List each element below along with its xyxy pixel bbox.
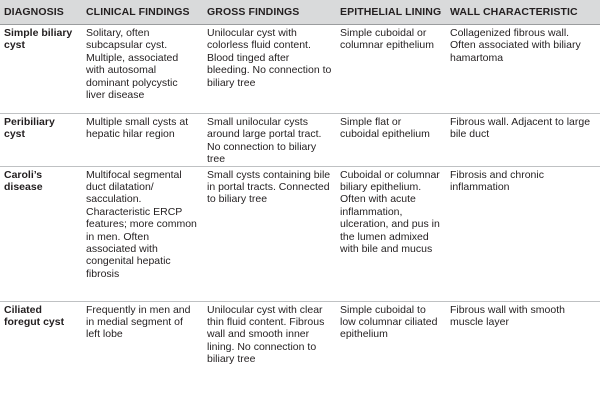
header-row <box>0 0 600 25</box>
table-row <box>0 166 600 301</box>
diagnosis-cell: Simple biliary cyst <box>0 25 82 114</box>
header-clinical-findings: CLINICAL FINDINGS <box>82 0 203 25</box>
header-gross-findings: GROSS FINDINGS <box>203 0 336 25</box>
diagnosis-cell: Peribiliary cyst <box>0 114 82 167</box>
epithelial-cell: Simple cuboidal or columnar epithelium <box>336 25 446 114</box>
diagnosis-cell: Ciliated foregut cyst <box>4 303 65 329</box>
epithelial-cell: Cuboidal or columnar biliary epithelium. Often with acute inflammation, ulceration, and pus in the lumen admixed with bile and mucus <box>336 166 446 301</box>
wall-cell: Collagenized fibrous wall. Often associated with biliary hamartoma <box>446 25 600 114</box>
table-row <box>0 25 600 114</box>
table-row <box>0 114 600 167</box>
clinical-cell: Multiple small cysts at hepatic hilar region <box>82 114 203 167</box>
gross-cell: Small cysts containing bile in portal tracts. Connected to biliary tree <box>203 166 336 301</box>
header-epithelial-lining: EPITHELIAL LINING <box>336 0 446 25</box>
clinical-cell: Frequently in men and in medial segment of left lobe <box>86 303 191 341</box>
header-wall-characteristic: WALL CHARACTERISTIC <box>446 0 600 25</box>
diagnosis-cell: Caroli’s disease <box>0 166 82 301</box>
header-diagnosis: DIAGNOSIS <box>0 0 82 25</box>
wall-cell: Fibrous wall. Adjacent to large bile duct <box>446 114 600 167</box>
epithelial-cell: Simple flat or cuboidal epithelium <box>336 114 446 167</box>
wall-cell: Fibrosis and chronic inflammation <box>446 166 600 301</box>
table-row <box>0 301 600 391</box>
gross-cell: Unilocular cyst with clear thin fluid content. Fibrous wall and smooth inner lining. No connection to biliary tree <box>207 303 325 366</box>
gross-cell: Unilocular cyst with colorless fluid content. Blood tinged after bleeding. No connection to biliary tree <box>203 25 336 114</box>
clinical-cell: Multifocal segmental duct dilatation/ sacculation. Characteristic ERCP features; more common in men. Often associated with congenital hepatic fibrosis <box>82 166 203 301</box>
wall-cell: Fibrous wall with smooth muscle layer <box>450 303 565 329</box>
clinical-cell: Solitary, often subcapsular cyst. Multiple, associated with autosomal dominant polycystic liver disease <box>82 25 203 114</box>
epithelial-cell: Simple cuboidal to low columnar ciliated epithelium <box>340 303 438 341</box>
gross-cell: Small unilocular cysts around large portal tract. No connection to biliary tree <box>203 114 336 167</box>
